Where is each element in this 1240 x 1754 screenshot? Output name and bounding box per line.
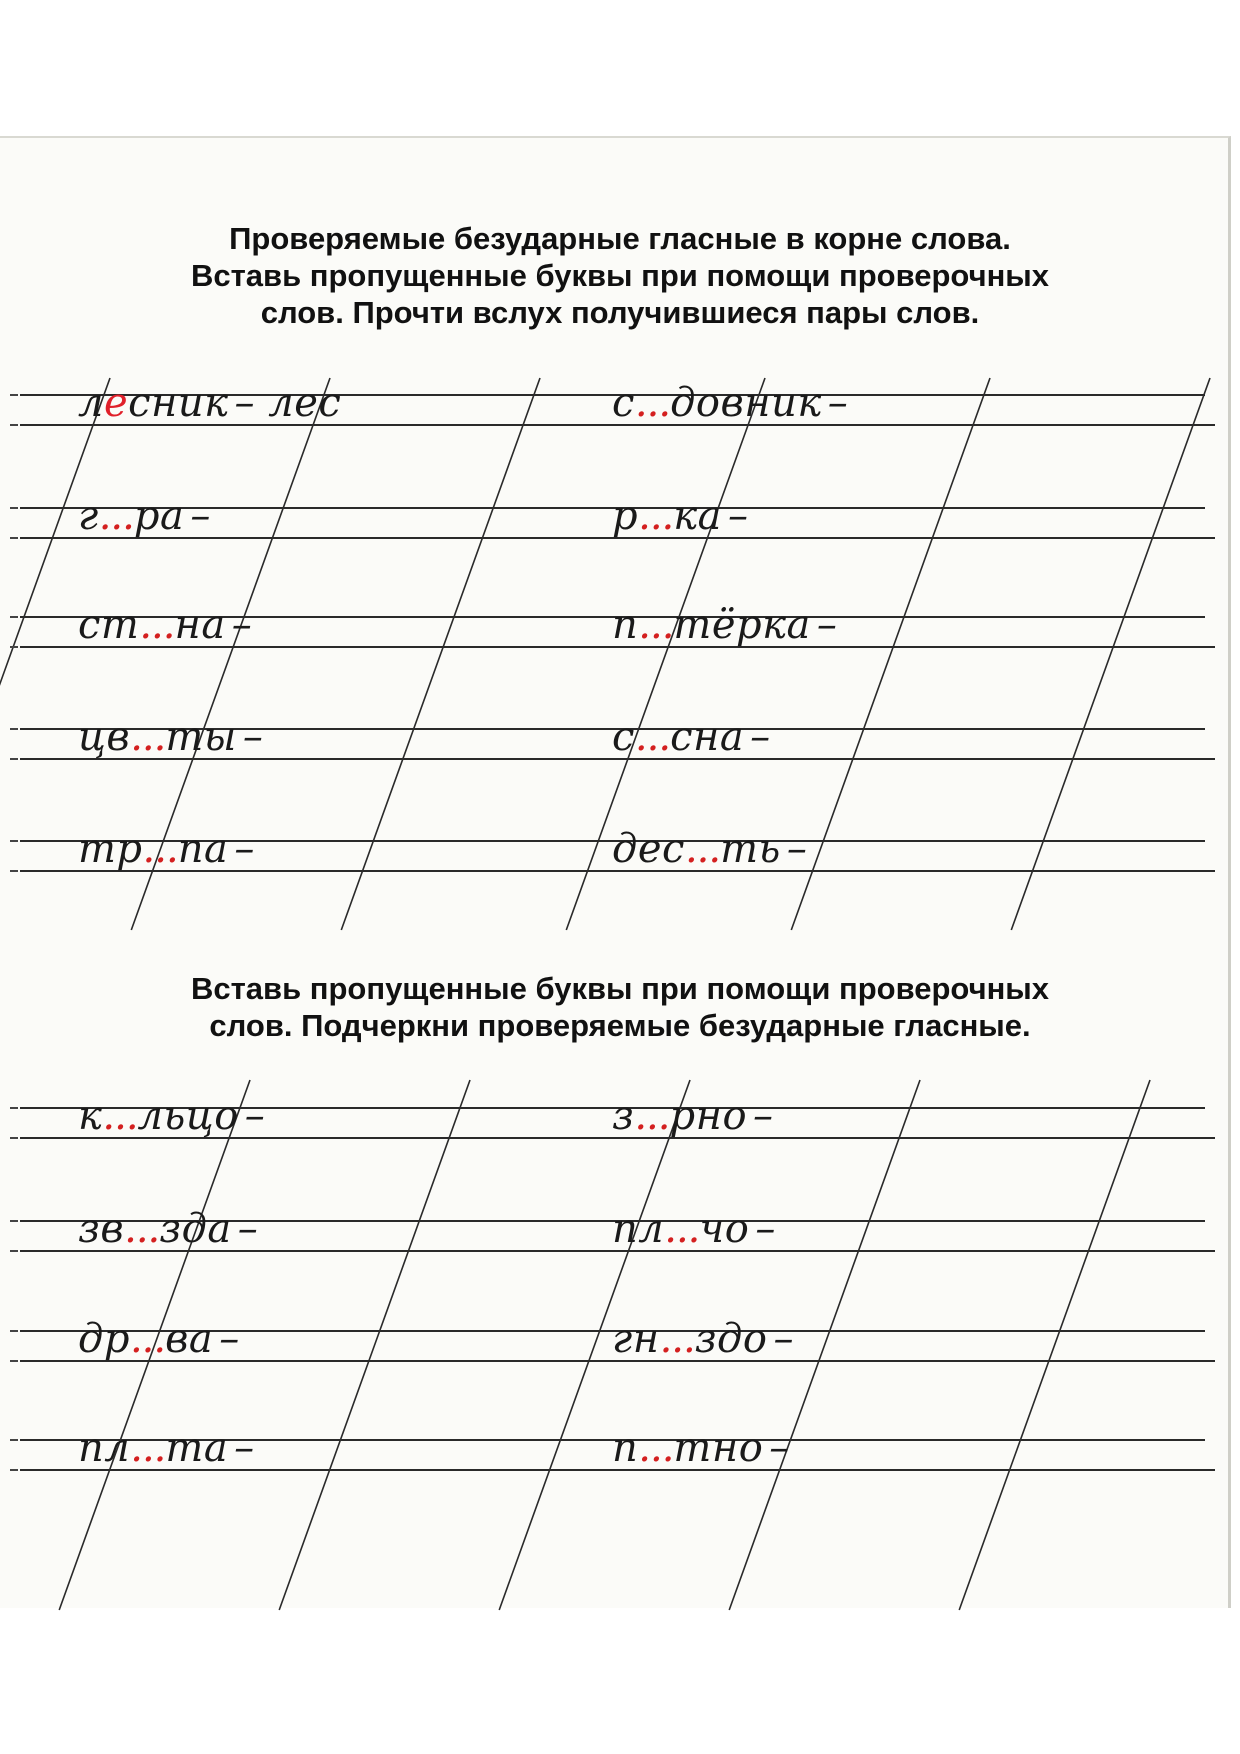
word-prefix: гн — [612, 1316, 660, 1362]
exercise-word-section1-3 — [78, 491, 211, 541]
missing-letter-gap: ... — [130, 714, 166, 760]
exercise-word-section2-1 — [78, 1091, 265, 1141]
exercise-word-section2-3 — [78, 1204, 258, 1254]
pair-dash: – — [237, 1206, 259, 1252]
pair-dash: – — [773, 1316, 794, 1362]
missing-letter-gap: ... — [634, 714, 671, 760]
pair-dash: – — [750, 714, 771, 760]
exercise-word-section2-4 — [612, 1204, 776, 1254]
word-prefix: л — [78, 380, 104, 426]
pair-dash: – — [827, 380, 849, 426]
word-suffix: льцо — [137, 1093, 239, 1139]
word-prefix: п — [612, 602, 639, 648]
word-prefix: ст — [78, 602, 140, 648]
word-prefix: с — [612, 714, 635, 760]
exercise-word-section2-8 — [612, 1423, 790, 1473]
word-prefix: дес — [612, 826, 685, 872]
exercise-word-section2-7 — [78, 1423, 255, 1473]
word-suffix: зда — [159, 1206, 232, 1252]
word-suffix: тно — [673, 1425, 764, 1471]
word-suffix: тёрка — [673, 602, 811, 648]
word-prefix: п — [612, 1425, 639, 1471]
exercise-word-section1-6 — [612, 600, 837, 650]
missing-letter-gap: ... — [130, 1425, 166, 1471]
word-prefix: р — [612, 493, 639, 539]
pair-dash: – — [219, 1316, 240, 1362]
exercise-word-section1-10 — [612, 824, 807, 874]
word-prefix: тр — [78, 826, 143, 872]
word-prefix: пл — [612, 1206, 665, 1252]
section1-title: Проверяемые безударные гласные в корне слова. — [229, 221, 1011, 256]
missing-letter-gap: ... — [634, 1093, 670, 1139]
word-suffix: ва — [165, 1316, 214, 1362]
word-prefix: зв — [78, 1206, 125, 1252]
word-suffix: ть — [720, 826, 781, 872]
exercise-word-section2-2 — [612, 1091, 774, 1141]
pair-dash: – — [242, 714, 264, 760]
word-prefix: с — [612, 380, 635, 426]
word-prefix: пл — [78, 1425, 131, 1471]
check-word-answer: лес — [268, 380, 342, 426]
word-suffix: та — [165, 1425, 229, 1471]
missing-letter-gap: ... — [139, 602, 175, 648]
word-suffix: па — [177, 826, 229, 872]
word-suffix: чо — [699, 1206, 750, 1252]
section1-heading — [0, 220, 1240, 331]
word-prefix: з — [612, 1093, 635, 1139]
section2-instruction-line2: слов. Подчеркни проверяемые безударные гласные. — [209, 1008, 1031, 1043]
pair-dash: – — [769, 1425, 790, 1471]
word-prefix: др — [78, 1316, 130, 1362]
exercise-word-section1-9 — [78, 824, 255, 874]
pair-dash: – — [816, 602, 838, 648]
word-suffix: ты — [165, 714, 237, 760]
missing-letter-gap: ... — [129, 1316, 166, 1362]
exercise-word-section1-2 — [612, 378, 848, 428]
pair-dash: – — [755, 1206, 776, 1252]
pair-dash: – — [244, 1093, 266, 1139]
pair-dash: – — [753, 1093, 774, 1139]
pair-dash: – — [234, 1425, 255, 1471]
missing-letter-gap: ... — [638, 602, 674, 648]
word-suffix: сна — [670, 714, 745, 760]
exercise-word-section2-5 — [78, 1314, 240, 1364]
word-suffix: на — [174, 602, 226, 648]
section2-instruction-line1: Вставь пропущенные буквы при помощи проверочных — [190, 971, 1050, 1006]
pair-dash: – — [786, 826, 808, 872]
word-suffix: довник — [670, 380, 822, 426]
pair-dash: – — [728, 493, 749, 539]
missing-letter-gap: ... — [98, 493, 134, 539]
word-suffix: здо — [694, 1316, 768, 1362]
missing-letter-gap: ... — [638, 1425, 674, 1471]
missing-letter-gap: ... — [659, 1316, 695, 1362]
section1-instruction-line2: слов. Прочти вслух получившиеся пары слов. — [260, 295, 980, 330]
word-suffix: рно — [669, 1093, 748, 1139]
pair-dash: – — [234, 380, 256, 426]
missing-letter-gap: ... — [142, 826, 178, 872]
exercise-word-section1-5 — [78, 600, 252, 650]
word-suffix: сник — [128, 380, 229, 426]
missing-letter-gap: ... — [634, 380, 671, 426]
missing-letter-gap: ... — [638, 493, 674, 539]
word-suffix: ра — [133, 493, 185, 539]
exercise-word-section1-4 — [612, 491, 749, 541]
exercise-word-section2-6 — [612, 1314, 794, 1364]
missing-letter-gap: ... — [124, 1206, 160, 1252]
exercise-word-section1-8 — [612, 712, 771, 762]
word-prefix: цв — [78, 714, 131, 760]
exercise-word-section1-1 — [78, 378, 341, 428]
missing-letter-gap: ... — [102, 1093, 138, 1139]
pair-dash: – — [231, 602, 253, 648]
section1-instruction-line1: Вставь пропущенные буквы при помощи проверочных — [190, 258, 1050, 293]
missing-letter-gap: ... — [684, 826, 721, 872]
section2-heading — [0, 970, 1240, 1044]
exercise-word-section1-7 — [78, 712, 263, 762]
pair-dash: – — [234, 826, 255, 872]
missing-letter-gap: ... — [664, 1206, 700, 1252]
missing-letter-gap: е — [103, 380, 129, 426]
pair-dash: – — [190, 493, 211, 539]
word-suffix: ка — [673, 493, 722, 539]
word-prefix: к — [78, 1093, 103, 1139]
word-prefix: г — [78, 493, 99, 539]
